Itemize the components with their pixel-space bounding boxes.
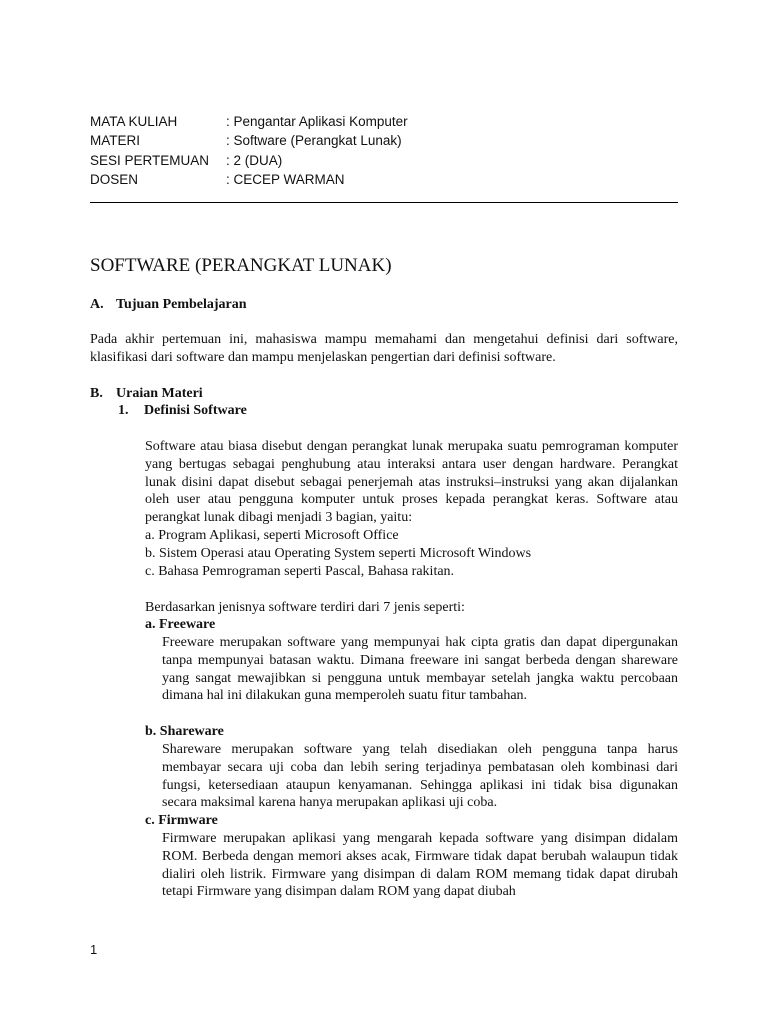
header-row-lecturer bbox=[90, 170, 408, 189]
subsection-marker: 1. bbox=[118, 403, 129, 418]
section-marker: B. bbox=[90, 386, 103, 401]
course-header bbox=[90, 112, 408, 189]
header-divider bbox=[90, 202, 678, 203]
header-label: DOSEN bbox=[90, 171, 139, 187]
list-item: c. Bahasa Pemrograman seperti Pascal, Bahasa rakitan. bbox=[145, 563, 455, 579]
header-row-material bbox=[90, 131, 408, 150]
paragraph: Shareware merupakan software yang telah disediakan oleh pengguna tanpa harus membayar secara uji coba dan lebih sering terjadinya pembatasan oleh kombinasi dari fungsi, ketersediaan ataupun kenyamanan. Sehingga aplikasi ini tidak bisa digunakan secara maksimal karena hanya merupakan aplikasi uji coba. bbox=[162, 742, 678, 811]
header-value: : CECEP WARMAN bbox=[226, 171, 345, 187]
type-heading-firmware: c. Firmware bbox=[145, 813, 218, 828]
type-body-firmware bbox=[162, 830, 678, 901]
header-row-session bbox=[90, 151, 408, 170]
header-label: SESI PERTEMUAN bbox=[90, 152, 210, 168]
software-parts-list bbox=[145, 527, 531, 580]
header-label: MATA KULIAH bbox=[90, 114, 178, 129]
section-title: Tujuan Pembelajaran bbox=[116, 297, 247, 312]
type-body-shareware bbox=[162, 741, 678, 812]
type-heading-shareware: b. Shareware bbox=[145, 724, 224, 739]
paragraph: Firmware merupakan aplikasi yang mengarah kepada software yang disimpan didalam ROM. Berbeda dengan memori akses acak, Firmware tidak dapat berubah walaupun tidak dialiri oleh listrik. Firmware yang disimpan di dalam ROM memang tidak dapat dirubah tetapi Firmware yang disimpan dalam ROM yang dapat diubah bbox=[162, 831, 678, 900]
type-heading-freeware: a. Freeware bbox=[145, 617, 216, 632]
document-title: SOFTWARE (PERANGKAT LUNAK) bbox=[90, 255, 392, 276]
list-item: a. Program Aplikasi, seperti Microsoft Office bbox=[145, 528, 399, 543]
page-number: 1 bbox=[90, 942, 98, 957]
section-marker: A. bbox=[90, 297, 104, 312]
section-b-heading bbox=[90, 385, 203, 403]
paragraph: Pada akhir pertemuan ini, mahasiswa mampu memahami dan mengetahui definisi dari software, klasifikasi dari software dan mampu menjelaskan pengertian dari definisi software. bbox=[90, 332, 678, 365]
subsection-1-heading bbox=[118, 402, 247, 420]
header-value: : Software (Perangkat Lunak) bbox=[226, 133, 402, 149]
paragraph: Freeware merupakan software yang mempunyai hak cipta gratis dan dapat dipergunakan tanpa mempunyai batasan waktu. Dimana freeware ini sangat berbeda dengan shareware yang sangat mewajibkan si pengguna untuk membayar setelah jangka waktu percobaan dimana hal ini dilakukan guna memperoleh suatu fitur tambahan. bbox=[162, 635, 678, 704]
type-body-freeware bbox=[162, 634, 678, 705]
section-a-body bbox=[90, 331, 678, 367]
paragraph: Berdasarkan jenisnya software terdiri dari 7 jenis seperti: bbox=[145, 600, 465, 615]
header-row-course bbox=[90, 112, 408, 131]
list-item: b. Sistem Operasi atau Operating System seperti Microsoft Windows bbox=[145, 545, 532, 561]
definition-paragraph bbox=[145, 438, 678, 527]
section-a-heading bbox=[90, 296, 247, 314]
section-title: Uraian Materi bbox=[116, 386, 203, 401]
types-intro bbox=[145, 599, 465, 617]
header-label: MATERI bbox=[90, 133, 140, 149]
header-value: : 2 (DUA) bbox=[226, 152, 283, 168]
paragraph: Software atau biasa disebut dengan perangkat lunak merupaka suatu pemrograman komputer yang bertugas sebagai penghubung atau interaksi antara user dengan hardware. Perangkat lunak disini dapat disebut sebagai penerjemah atas instruksi–instruksi yang akan dijalankan oleh user atau pengguna komputer untuk proses kepada perangkat keras. Software atau perangkat lunak dibagi menjadi 3 bagian, yaitu: bbox=[145, 439, 678, 526]
subsection-title: Definisi Software bbox=[144, 403, 247, 418]
header-value: : Pengantar Aplikasi Komputer bbox=[226, 114, 408, 129]
